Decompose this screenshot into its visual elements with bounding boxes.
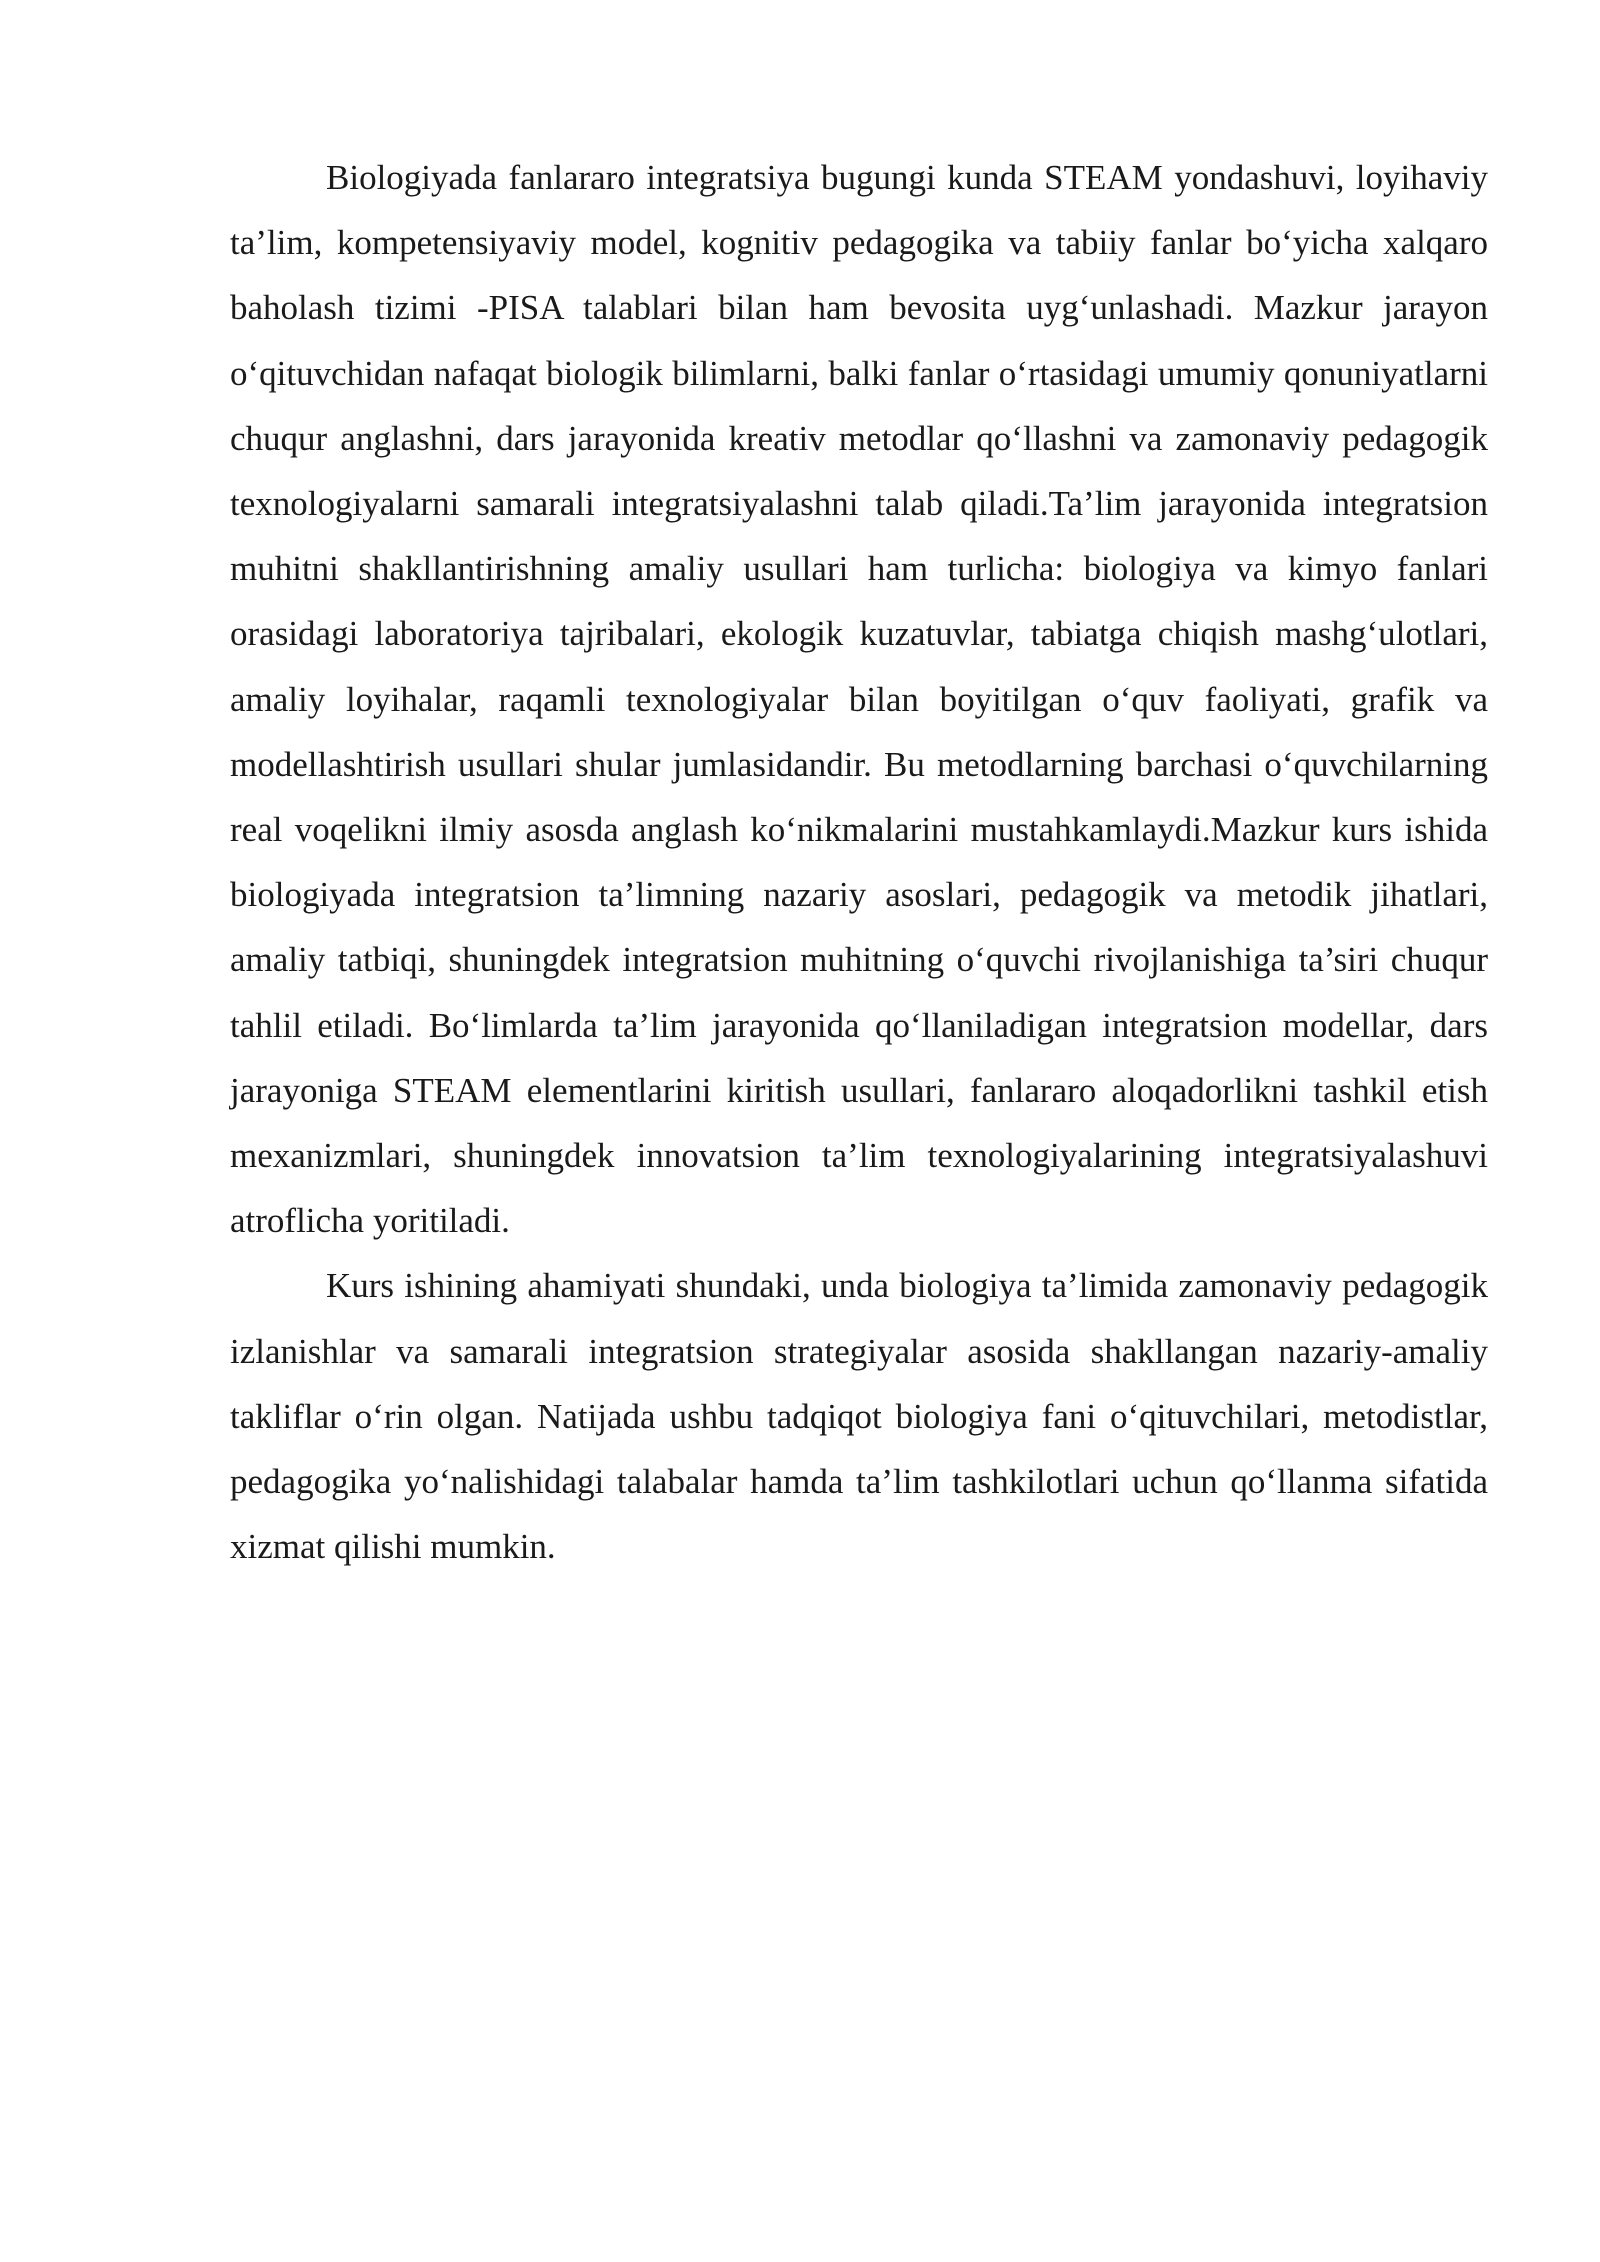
paragraph-2: Kurs ishining ahamiyati shundaki, unda biologiya ta’limida zamonaviy pedagogik izlanishlar va samarali integratsion strategiyalar asosida shakllangan nazariy-amaliy takliflar o‘rin olgan. Natijada ushbu tadqiqot biologiya fani o‘qituvchilari, metodistlar, pedagogika yo‘nalishidagi talabalar hamda ta’lim tashkilotlari uchun qo‘llanma sifatida xizmat qilishi mumkin. [230, 1266, 1488, 1567]
body-text [230, 145, 1488, 1579]
paragraph-1: Biologiyada fanlararo integratsiya bugungi kunda STEAM yondashuvi, loyihaviy ta’lim, kompetensiyaviy model, kognitiv pedagogika va tabiiy fanlar bo‘yicha xalqaro baholash tizimi -PISA talablari bilan ham bevosita uyg‘unlashadi. Mazkur jarayon o‘qituvchidan nafaqat biologik bilimlarni, balki fanlar o‘rtasidagi umumiy qonuniyatlarni chuqur anglashni, dars jarayonida kreativ metodlar qo‘llashni va zamonaviy pedagogik texnologiyalarni samarali integratsiyalashni talab qiladi.Ta’lim jarayonida integratsion muhitni shakllantirishning amaliy usullari ham turlicha: biologiya va kimyo fanlari orasidagi laboratoriya tajribalari, ekologik kuzatuvlar, tabiatga chiqish mashg‘ulotlari, amaliy loyihalar, raqamli texnologiyalar bilan boyitilgan o‘quv faoliyati, grafik va modellashtirish usullari shular jumlasidandir. Bu metodlarning barchasi o‘quvchilarning real voqelikni ilmiy asosda anglash ko‘nikmalarini mustahkamlaydi.Mazkur kurs ishida biologiyada integratsion ta’limning nazariy asoslari, pedagogik va metodik jihatlari, amaliy tatbiqi, shuningdek integratsion muhitning o‘quvchi rivojlanishiga ta’siri chuqur tahlil etiladi. Bo‘limlarda ta’lim jarayonida qo‘llaniladigan integratsion modellar, dars jarayoniga STEAM elementlarini kiritish usullari, fanlararo aloqadorlikni tashkil etish mexanizmlari, shuningdek innovatsion ta’lim texnologiyalarining integratsiyalashuvi atroflicha yoritiladi. [230, 158, 1488, 1241]
